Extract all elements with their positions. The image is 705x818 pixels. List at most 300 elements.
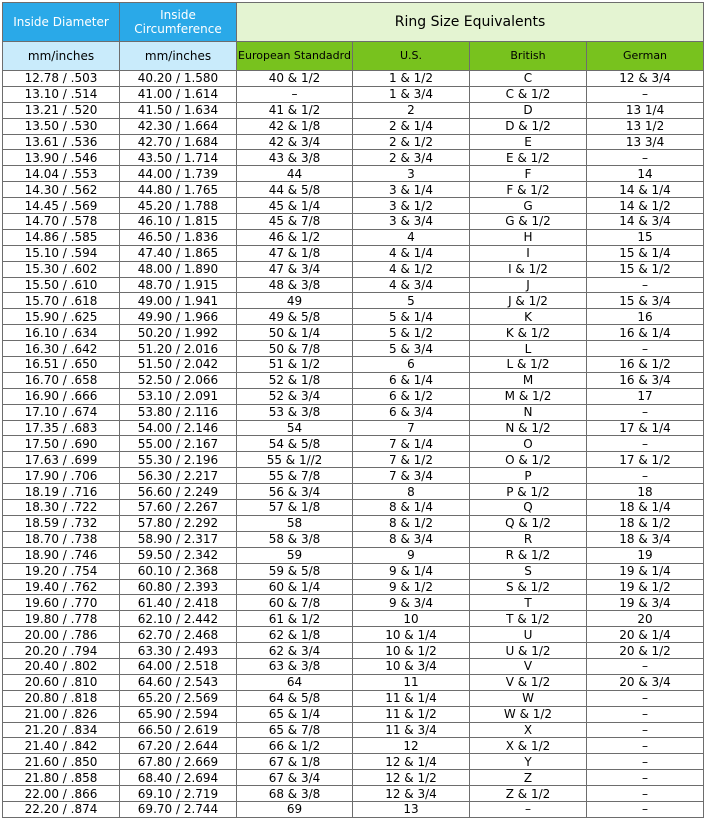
british-cell: I & 1/2 [470, 261, 587, 277]
circumference-cell: 53.80 / 2.116 [120, 404, 237, 420]
table-row [3, 309, 704, 325]
diameter-cell: 13.61 / .536 [3, 134, 120, 150]
us-cell: 9 [353, 547, 470, 563]
british-cell: S [470, 563, 587, 579]
us-cell: 2 & 1/2 [353, 134, 470, 150]
us-cell: 6 & 1/4 [353, 372, 470, 388]
diameter-cell: 12.78 / .503 [3, 71, 120, 87]
german-cell: 16 [587, 309, 704, 325]
us-cell: 8 [353, 484, 470, 500]
us-cell: 4 & 1/2 [353, 261, 470, 277]
us-cell: 12 [353, 738, 470, 754]
german-cell: 19 & 1/2 [587, 579, 704, 595]
circumference-cell: 66.50 / 2.619 [120, 722, 237, 738]
us-cell: 9 & 1/2 [353, 579, 470, 595]
us-cell: 5 & 1/4 [353, 309, 470, 325]
diameter-cell: 14.45 / .569 [3, 198, 120, 214]
german-cell: 14 & 1/4 [587, 182, 704, 198]
british-cell: M [470, 372, 587, 388]
european-cell: 42 & 1/8 [237, 118, 353, 134]
circumference-cell: 69.10 / 2.719 [120, 786, 237, 802]
diameter-cell: 17.63 / .699 [3, 452, 120, 468]
european-cell: 52 & 1/8 [237, 372, 353, 388]
table-body [3, 71, 704, 818]
european-cell: 45 & 7/8 [237, 214, 353, 230]
circumference-cell: 60.10 / 2.368 [120, 563, 237, 579]
british-cell: G & 1/2 [470, 214, 587, 230]
circumference-cell: 62.70 / 2.468 [120, 627, 237, 643]
diameter-cell: 15.90 / .625 [3, 309, 120, 325]
us-cell: 5 [353, 293, 470, 309]
diameter-cell: 13.21 / .520 [3, 102, 120, 118]
diameter-cell: 21.80 / .858 [3, 770, 120, 786]
diameter-cell: 15.70 / .618 [3, 293, 120, 309]
us-cell: 6 & 1/2 [353, 388, 470, 404]
european-cell: 63 & 3/8 [237, 658, 353, 674]
us-cell: 8 & 1/2 [353, 515, 470, 531]
british-cell: Q & 1/2 [470, 515, 587, 531]
circumference-cell: 53.10 / 2.091 [120, 388, 237, 404]
us-cell: 3 & 1/2 [353, 198, 470, 214]
german-cell: – [587, 706, 704, 722]
us-header: U.S. [353, 42, 470, 71]
table-row [3, 134, 704, 150]
european-cell: 53 & 3/8 [237, 404, 353, 420]
german-cell: 16 & 1/4 [587, 325, 704, 341]
us-cell: 10 & 1/2 [353, 643, 470, 659]
diameter-cell: 18.70 / .738 [3, 531, 120, 547]
diameter-cell: 15.50 / .610 [3, 277, 120, 293]
us-cell: 2 & 1/4 [353, 118, 470, 134]
table-row [3, 118, 704, 134]
diameter-cell: 21.60 / .850 [3, 754, 120, 770]
german-header: German [587, 42, 704, 71]
us-cell: 4 & 3/4 [353, 277, 470, 293]
british-cell: X [470, 722, 587, 738]
diameter-cell: 14.70 / .578 [3, 214, 120, 230]
european-cell: 64 [237, 674, 353, 690]
european-cell: 52 & 3/4 [237, 388, 353, 404]
table-row [3, 420, 704, 436]
us-cell: 4 [353, 229, 470, 245]
german-cell: – [587, 754, 704, 770]
european-cell: 47 & 1/8 [237, 245, 353, 261]
european-cell: 66 & 1/2 [237, 738, 353, 754]
german-cell: – [587, 770, 704, 786]
table-row [3, 198, 704, 214]
german-cell: 17 [587, 388, 704, 404]
circumference-cell: 55.30 / 2.196 [120, 452, 237, 468]
us-cell: 2 & 3/4 [353, 150, 470, 166]
european-cell: 48 & 3/8 [237, 277, 353, 293]
us-cell: 10 & 1/4 [353, 627, 470, 643]
german-cell: – [587, 436, 704, 452]
diameter-cell: 19.40 / .762 [3, 579, 120, 595]
table-row [3, 372, 704, 388]
us-cell: 6 & 3/4 [353, 404, 470, 420]
diameter-cell: 14.30 / .562 [3, 182, 120, 198]
british-cell: Z & 1/2 [470, 786, 587, 802]
british-cell: X & 1/2 [470, 738, 587, 754]
british-cell: R & 1/2 [470, 547, 587, 563]
us-cell: 11 [353, 674, 470, 690]
table-row [3, 325, 704, 341]
us-cell: 7 [353, 420, 470, 436]
circumference-cell: 56.30 / 2.217 [120, 468, 237, 484]
diameter-units-header: mm/inches [3, 42, 120, 71]
us-cell: 3 & 1/4 [353, 182, 470, 198]
german-cell: – [587, 468, 704, 484]
circumference-cell: 65.90 / 2.594 [120, 706, 237, 722]
german-cell: 16 & 3/4 [587, 372, 704, 388]
table-row [3, 468, 704, 484]
diameter-cell: 16.70 / .658 [3, 372, 120, 388]
header-row-sub [3, 42, 704, 71]
diameter-cell: 16.30 / .642 [3, 341, 120, 357]
table-row [3, 436, 704, 452]
circumference-cell: 41.00 / 1.614 [120, 86, 237, 102]
european-cell: 60 & 7/8 [237, 595, 353, 611]
us-cell: 13 [353, 801, 470, 817]
table-row [3, 71, 704, 87]
us-cell: 3 [353, 166, 470, 182]
circumference-cell: 49.00 / 1.941 [120, 293, 237, 309]
german-cell: – [587, 801, 704, 817]
table-row [3, 484, 704, 500]
table-row [3, 452, 704, 468]
us-cell: 1 & 1/2 [353, 71, 470, 87]
diameter-cell: 14.04 / .553 [3, 166, 120, 182]
table-row [3, 722, 704, 738]
table-row [3, 627, 704, 643]
circumference-cell: 61.40 / 2.418 [120, 595, 237, 611]
european-cell: 50 & 1/4 [237, 325, 353, 341]
circumference-cell: 50.20 / 1.992 [120, 325, 237, 341]
table-row [3, 388, 704, 404]
diameter-cell: 19.80 / .778 [3, 611, 120, 627]
british-cell: S & 1/2 [470, 579, 587, 595]
german-cell: 18 & 1/2 [587, 515, 704, 531]
british-cell: C & 1/2 [470, 86, 587, 102]
circumference-cell: 68.40 / 2.694 [120, 770, 237, 786]
diameter-cell: 20.60 / .810 [3, 674, 120, 690]
table-row [3, 261, 704, 277]
british-cell: F [470, 166, 587, 182]
us-cell: 12 & 1/2 [353, 770, 470, 786]
british-cell: – [470, 801, 587, 817]
european-cell: 54 & 5/8 [237, 436, 353, 452]
header-row-top [3, 3, 704, 42]
european-cell: 59 [237, 547, 353, 563]
table-row [3, 500, 704, 516]
british-cell: W [470, 690, 587, 706]
diameter-cell: 15.10 / .594 [3, 245, 120, 261]
circumference-cell: 62.10 / 2.442 [120, 611, 237, 627]
circumference-cell: 58.90 / 2.317 [120, 531, 237, 547]
circumference-cell: 42.30 / 1.664 [120, 118, 237, 134]
table-row [3, 547, 704, 563]
diameter-cell: 18.19 / .716 [3, 484, 120, 500]
table-row [3, 770, 704, 786]
diameter-cell: 13.90 / .546 [3, 150, 120, 166]
circumference-cell: 42.70 / 1.684 [120, 134, 237, 150]
table-row [3, 579, 704, 595]
table-row [3, 563, 704, 579]
german-cell: 15 & 3/4 [587, 293, 704, 309]
german-cell: – [587, 404, 704, 420]
german-cell: 19 & 3/4 [587, 595, 704, 611]
british-cell: M & 1/2 [470, 388, 587, 404]
table-row [3, 643, 704, 659]
diameter-cell: 21.20 / .834 [3, 722, 120, 738]
european-cell: 57 & 1/8 [237, 500, 353, 516]
german-cell: – [587, 86, 704, 102]
british-cell: E [470, 134, 587, 150]
table-row [3, 658, 704, 674]
circumference-cell: 48.70 / 1.915 [120, 277, 237, 293]
circumference-units-header: mm/inches [120, 42, 237, 71]
british-cell: U [470, 627, 587, 643]
table-row [3, 801, 704, 817]
circumference-cell: 44.00 / 1.739 [120, 166, 237, 182]
diameter-cell: 21.00 / .826 [3, 706, 120, 722]
german-cell: 15 & 1/2 [587, 261, 704, 277]
european-cell: 62 & 1/8 [237, 627, 353, 643]
us-cell: 12 & 1/4 [353, 754, 470, 770]
circumference-cell: 51.20 / 2.016 [120, 341, 237, 357]
circumference-cell: 45.20 / 1.788 [120, 198, 237, 214]
german-cell: 13 3/4 [587, 134, 704, 150]
table-row [3, 293, 704, 309]
british-cell: V & 1/2 [470, 674, 587, 690]
british-cell: F & 1/2 [470, 182, 587, 198]
european-cell: 68 & 3/8 [237, 786, 353, 802]
european-cell: 40 & 1/2 [237, 71, 353, 87]
us-cell: 5 & 3/4 [353, 341, 470, 357]
us-cell: 9 & 3/4 [353, 595, 470, 611]
us-cell: 2 [353, 102, 470, 118]
us-cell: 10 & 3/4 [353, 658, 470, 674]
circumference-cell: 57.60 / 2.267 [120, 500, 237, 516]
german-cell: 17 & 1/4 [587, 420, 704, 436]
diameter-cell: 20.20 / .794 [3, 643, 120, 659]
european-cell: 67 & 3/4 [237, 770, 353, 786]
european-cell: 69 [237, 801, 353, 817]
diameter-cell: 13.10 / .514 [3, 86, 120, 102]
us-cell: 4 & 1/4 [353, 245, 470, 261]
european-cell: 62 & 3/4 [237, 643, 353, 659]
british-header: British [470, 42, 587, 71]
table-row [3, 229, 704, 245]
circumference-cell: 57.80 / 2.292 [120, 515, 237, 531]
british-cell: P & 1/2 [470, 484, 587, 500]
diameter-cell: 19.20 / .754 [3, 563, 120, 579]
german-cell: 13 1/2 [587, 118, 704, 134]
diameter-cell: 13.50 / .530 [3, 118, 120, 134]
british-cell: Z [470, 770, 587, 786]
european-cell: 44 [237, 166, 353, 182]
circumference-cell: 60.80 / 2.393 [120, 579, 237, 595]
diameter-cell: 16.90 / .666 [3, 388, 120, 404]
european-header [237, 42, 353, 71]
german-cell: 12 & 3/4 [587, 71, 704, 87]
british-cell: V [470, 658, 587, 674]
german-cell: 18 [587, 484, 704, 500]
inside-diameter-header: Inside Diameter [3, 3, 120, 42]
us-cell: 8 & 3/4 [353, 531, 470, 547]
german-cell: 20 [587, 611, 704, 627]
german-cell: 20 & 1/2 [587, 643, 704, 659]
circumference-cell: 49.90 / 1.966 [120, 309, 237, 325]
circumference-cell: 65.20 / 2.569 [120, 690, 237, 706]
german-cell: 19 [587, 547, 704, 563]
german-cell: 14 [587, 166, 704, 182]
us-cell: 7 & 1/2 [353, 452, 470, 468]
diameter-cell: 21.40 / .842 [3, 738, 120, 754]
german-cell: 14 & 1/2 [587, 198, 704, 214]
table-row [3, 706, 704, 722]
european-cell: 65 & 1/4 [237, 706, 353, 722]
circumference-cell: 67.20 / 2.644 [120, 738, 237, 754]
german-cell: 13 1/4 [587, 102, 704, 118]
german-cell: – [587, 341, 704, 357]
us-cell: 8 & 1/4 [353, 500, 470, 516]
german-cell: – [587, 738, 704, 754]
british-cell: R [470, 531, 587, 547]
circumference-cell: 64.00 / 2.518 [120, 658, 237, 674]
circumference-cell: 63.30 / 2.493 [120, 643, 237, 659]
british-cell: P [470, 468, 587, 484]
european-label: European Standadrd [238, 49, 351, 62]
german-cell: 18 & 3/4 [587, 531, 704, 547]
european-cell: 59 & 5/8 [237, 563, 353, 579]
european-cell: 55 & 1//2 [237, 452, 353, 468]
german-cell: 14 & 3/4 [587, 214, 704, 230]
british-cell: O & 1/2 [470, 452, 587, 468]
british-cell: C [470, 71, 587, 87]
european-cell: 64 & 5/8 [237, 690, 353, 706]
table-row [3, 754, 704, 770]
table-row [3, 182, 704, 198]
inside-circumference-header [120, 3, 237, 42]
british-cell: J [470, 277, 587, 293]
diameter-cell: 22.00 / .866 [3, 786, 120, 802]
british-cell: L [470, 341, 587, 357]
us-cell: 11 & 1/2 [353, 706, 470, 722]
us-cell: 7 & 3/4 [353, 468, 470, 484]
table-row [3, 86, 704, 102]
table-row [3, 531, 704, 547]
circumference-cell: 43.50 / 1.714 [120, 150, 237, 166]
german-cell: 20 & 1/4 [587, 627, 704, 643]
european-cell: 47 & 3/4 [237, 261, 353, 277]
us-cell: 9 & 1/4 [353, 563, 470, 579]
british-cell: I [470, 245, 587, 261]
british-cell: J & 1/2 [470, 293, 587, 309]
british-cell: O [470, 436, 587, 452]
german-cell: 16 & 1/2 [587, 357, 704, 373]
circumference-cell: 41.50 / 1.634 [120, 102, 237, 118]
european-cell: 41 & 1/2 [237, 102, 353, 118]
british-cell: N [470, 404, 587, 420]
diameter-cell: 18.90 / .746 [3, 547, 120, 563]
british-cell: G [470, 198, 587, 214]
circumference-cell: 47.40 / 1.865 [120, 245, 237, 261]
german-cell: 20 & 3/4 [587, 674, 704, 690]
european-cell: 42 & 3/4 [237, 134, 353, 150]
circumference-cell: 52.50 / 2.066 [120, 372, 237, 388]
circumference-cell: 59.50 / 2.342 [120, 547, 237, 563]
us-cell: 11 & 3/4 [353, 722, 470, 738]
european-cell: 43 & 3/8 [237, 150, 353, 166]
diameter-cell: 22.20 / .874 [3, 801, 120, 817]
circumference-cell: 64.60 / 2.543 [120, 674, 237, 690]
british-cell: T & 1/2 [470, 611, 587, 627]
british-cell: N & 1/2 [470, 420, 587, 436]
us-cell: 12 & 3/4 [353, 786, 470, 802]
european-cell: 60 & 1/4 [237, 579, 353, 595]
diameter-cell: 20.80 / .818 [3, 690, 120, 706]
british-cell: Q [470, 500, 587, 516]
us-cell: 10 [353, 611, 470, 627]
circumference-cell: 51.50 / 2.042 [120, 357, 237, 373]
european-cell: 65 & 7/8 [237, 722, 353, 738]
us-cell: 3 & 3/4 [353, 214, 470, 230]
table-row [3, 341, 704, 357]
german-cell: 15 [587, 229, 704, 245]
european-cell: 49 & 5/8 [237, 309, 353, 325]
british-cell: T [470, 595, 587, 611]
diameter-cell: 18.59 / .732 [3, 515, 120, 531]
british-cell: Y [470, 754, 587, 770]
german-cell: – [587, 786, 704, 802]
inside-circumference-label: Inside Circumference [134, 8, 222, 36]
british-cell: K & 1/2 [470, 325, 587, 341]
european-cell: 50 & 7/8 [237, 341, 353, 357]
us-cell: 7 & 1/4 [353, 436, 470, 452]
circumference-cell: 67.80 / 2.669 [120, 754, 237, 770]
table-row [3, 166, 704, 182]
circumference-cell: 55.00 / 2.167 [120, 436, 237, 452]
german-cell: – [587, 658, 704, 674]
diameter-cell: 16.51 / .650 [3, 357, 120, 373]
diameter-cell: 14.86 / .585 [3, 229, 120, 245]
us-cell: 6 [353, 357, 470, 373]
diameter-cell: 18.30 / .722 [3, 500, 120, 516]
german-cell: – [587, 277, 704, 293]
european-cell: 51 & 1/2 [237, 357, 353, 373]
diameter-cell: 16.10 / .634 [3, 325, 120, 341]
european-cell: 58 & 3/8 [237, 531, 353, 547]
british-cell: L & 1/2 [470, 357, 587, 373]
circumference-cell: 69.70 / 2.744 [120, 801, 237, 817]
british-cell: U & 1/2 [470, 643, 587, 659]
circumference-cell: 56.60 / 2.249 [120, 484, 237, 500]
german-cell: – [587, 722, 704, 738]
german-cell: – [587, 150, 704, 166]
diameter-cell: 19.60 / .770 [3, 595, 120, 611]
table-row [3, 150, 704, 166]
european-cell: 61 & 1/2 [237, 611, 353, 627]
table-row [3, 214, 704, 230]
table-row [3, 357, 704, 373]
circumference-cell: 40.20 / 1.580 [120, 71, 237, 87]
european-cell: 44 & 5/8 [237, 182, 353, 198]
european-cell: 49 [237, 293, 353, 309]
british-cell: E & 1/2 [470, 150, 587, 166]
diameter-cell: 20.40 / .802 [3, 658, 120, 674]
table-row [3, 277, 704, 293]
